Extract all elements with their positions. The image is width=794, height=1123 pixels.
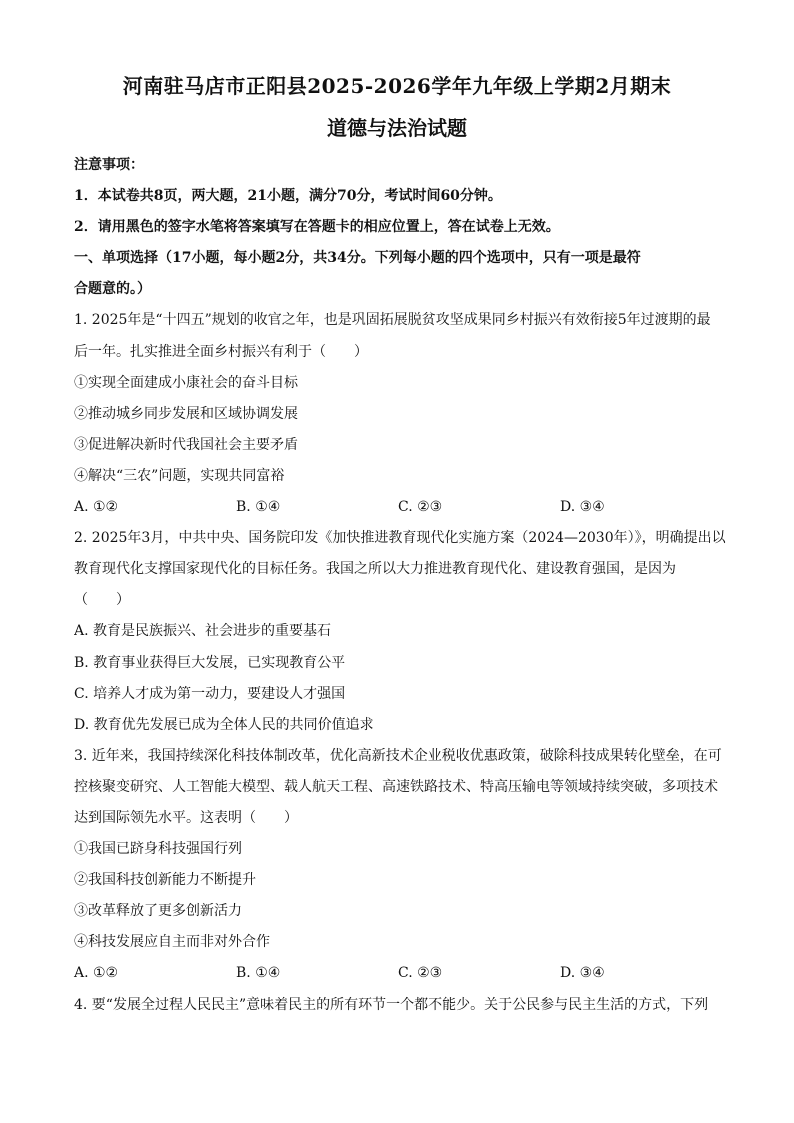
question-1-option-c: C. ②③: [398, 499, 443, 516]
question-1-statement: ①实现全面建成小康社会的奋斗目标: [74, 374, 298, 391]
question-1-statement: ④解决“三农”问题，实现共同富裕: [74, 467, 285, 484]
question-1-option-b: B. ①④: [236, 499, 281, 516]
question-2-stem: （ ）: [74, 592, 130, 609]
question-1-statement: ③促进解决新时代我国社会主要矛盾: [74, 436, 298, 453]
question-2-option-b: B. 教育事业获得巨大发展，已实现教育公平: [74, 654, 346, 671]
question-1-statement: ②推动城乡同步发展和区域协调发展: [74, 405, 298, 422]
question-1-option-a: A. ①②: [74, 499, 119, 516]
notice-item: 1．本试卷共8页，两大题，21小题，满分70分，考试时间60分钟。: [74, 188, 502, 205]
question-3-statement: ①我国已跻身科技强国行列: [74, 841, 242, 858]
question-3-statement: ③改革释放了更多创新活力: [74, 903, 242, 920]
question-3-stem: 3. 近年来，我国持续深化科技体制改革，优化高新技术企业税收优惠政策，破除科技成果转化壁垒，在可: [74, 747, 722, 764]
exam-subtitle: 道德与法治试题: [327, 116, 467, 140]
question-1-stem: 1. 2025年是“十四五”规划的收官之年，也是巩固拓展脱贫攻坚成果同乡村振兴有效衔接5年过渡期的最: [74, 312, 711, 329]
question-2-stem: 2. 2025年3月，中共中央、国务院印发《加快推进教育现代化实施方案（2024—2030年）》，明确提出以: [74, 530, 726, 547]
notice-heading: 注意事项：: [74, 157, 144, 173]
question-3-stem: 达到国际领先水平。这表明（ ）: [74, 809, 298, 826]
question-1-option-d: D. ③④: [560, 499, 605, 516]
exam-title: 河南驻马店市正阳县2025-2026学年九年级上学期2月期末: [122, 74, 672, 98]
exam-content: [74, 150, 726, 1021]
question-3-stem: 控核聚变研究、人工智能大模型、载人航天工程、高速铁路技术、特高压输电等领域持续突破，多项技术: [74, 778, 718, 795]
question-2-option-d: D. 教育优先发展已成为全体人民的共同价值追求: [74, 716, 374, 733]
question-2-option-a: A. 教育是民族振兴、社会进步的重要基石: [74, 623, 332, 640]
notice-item: 2．请用黑色的签字水笔将答案填写在答题卡的相应位置上，答在试卷上无效。: [74, 219, 560, 236]
question-2-option-c: C. 培养人才成为第一动力，要建设人才强国: [74, 685, 346, 702]
question-3-statement: ②我国科技创新能力不断提升: [74, 872, 256, 889]
question-3-option-d: D. ③④: [560, 965, 605, 982]
question-3-option-b: B. ①④: [236, 965, 281, 982]
question-2-stem: 教育现代化支撑国家现代化的目标任务。我国之所以大力推进教育现代化、建设教育强国，是因为: [74, 561, 676, 578]
question-3-option-c: C. ②③: [398, 965, 443, 982]
question-4-stem: 4. 要“发展全过程人民民主”意味着民主的所有环节一个都不能少。关于公民参与民主生活的方式，下列: [74, 996, 709, 1013]
question-3-options: [74, 958, 726, 989]
question-1-options: [74, 492, 726, 523]
section-heading: 合题意的。）: [74, 281, 151, 298]
question-1-stem: 后一年。扎实推进全面乡村振兴有利于（ ）: [74, 343, 368, 360]
section-heading: 一、单项选择（17小题，每小题2分，共34分。下列每小题的四个选项中，只有一项是最符: [74, 250, 641, 267]
question-3-statement: ④科技发展应自主而非对外合作: [74, 934, 270, 951]
question-3-option-a: A. ①②: [74, 965, 119, 982]
